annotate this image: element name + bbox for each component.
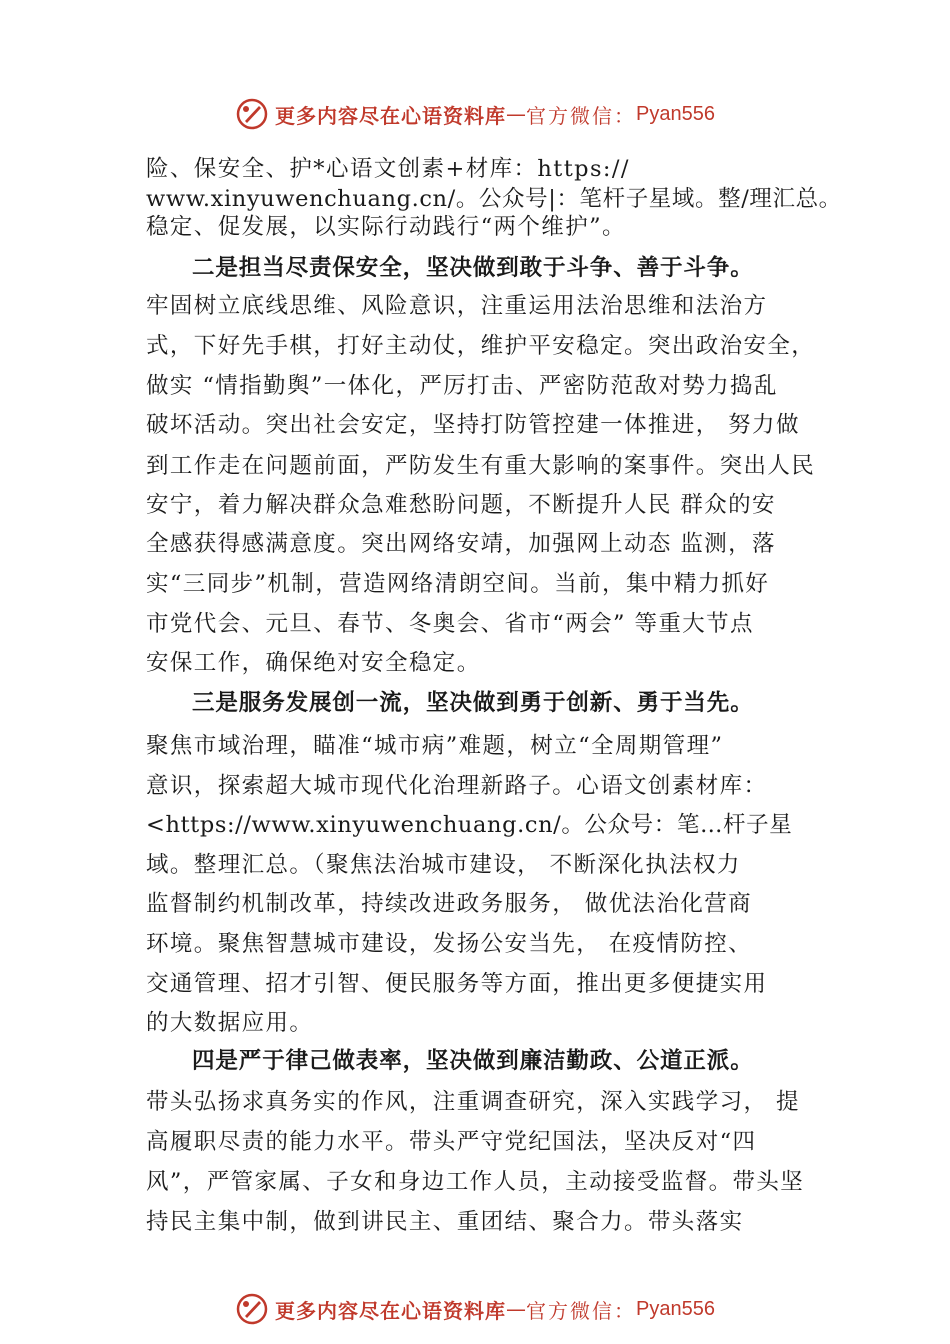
text-line: 域。整理汇总。（聚焦法治城市建设， 不断深化执法权力: [146, 852, 741, 878]
text-line: 全感获得感满意度。突出网络安靖，加强网上动态 监测，落: [146, 531, 776, 557]
text-line: 的大数据应用。: [146, 1010, 314, 1036]
banner-wechat-id: Pyan556: [636, 102, 715, 125]
text-line: www.xinyuwenchuang.cn/。公众号|：笔杆子星域。整/理汇总。: [146, 186, 842, 212]
text-line: 风”，严管家属、子女和身边工作人员，主动接受监督。带头坚: [146, 1169, 805, 1195]
brand-logo-icon: [235, 1292, 269, 1326]
text-line: 交通管理、招才引智、便民服务等方面，推出更多便捷实用: [146, 971, 768, 997]
text-line: 安宁，着力解决群众急难愁盼问题，不断提升人民 群众的安: [146, 492, 776, 518]
banner-separator: —: [506, 102, 527, 126]
text-line: 到工作走在问题前面，严防发生有重大影响的案事件。突出人民: [146, 453, 816, 479]
text-line: 牢固树立底线思维、风险意识，注重运用法治思维和法治方: [146, 293, 768, 319]
footer-watermark-banner: [0, 1289, 950, 1329]
text-line: 式，下好先手棋，打好主动仗，维护平安稳定。突出政治安全，: [146, 333, 816, 359]
text-line: 安保工作，确保绝对安全稳定。: [146, 650, 481, 676]
text-line: <https://www.xinyuwenchuang.cn/。公众号：笔…杆子星: [146, 812, 793, 838]
text-line: 市党代会、元旦、春节、冬奥会、省市“两会” 等重大节点: [146, 611, 754, 637]
banner-label: 官方微信：: [526, 103, 637, 128]
banner-label: 官方微信：: [526, 1298, 637, 1323]
section-heading: 三是服务发展创一流，坚决做到勇于创新、勇于当先。: [192, 690, 754, 716]
banner-title: 更多内容尽在心语资料库: [275, 1298, 507, 1323]
section-heading: 二是担当尽责保安全，坚决做到敢于斗争、善于斗争。: [192, 255, 754, 281]
section-heading: 四是严于律己做表率，坚决做到廉洁勤政、公道正派。: [192, 1048, 754, 1074]
text-line: 持民主集中制，做到讲民主、重团结、聚合力。带头落实: [146, 1209, 744, 1235]
banner-wechat-id: Pyan556: [636, 1297, 715, 1320]
text-line: 稳定、促发展，以实际行动践行“两个维护”。: [146, 214, 626, 240]
text-line: 实“三同步”机制，营造网络清朗空间。当前，集中精力抓好: [146, 571, 770, 597]
text-line: 破坏活动。突出社会安定，坚持打防管控建一体推进， 努力做: [146, 412, 800, 438]
text-line: 带头弘扬求真务实的作风，注重调查研究，深入实践学习， 提: [146, 1089, 800, 1115]
banner-title: 更多内容尽在心语资料库: [275, 103, 507, 128]
text-line: 高履职尽责的能力水平。带头严守党纪国法，坚决反对“四: [146, 1129, 757, 1155]
text-line: 险、保安全、护*心语文创素+材库：https://: [146, 156, 630, 182]
text-line: 做实 “情指勤舆”一体化，严厉打击、严密防范敌对势力捣乱: [146, 373, 778, 399]
brand-logo-icon: [235, 97, 269, 131]
header-watermark-banner: [0, 94, 950, 134]
text-line: 意识，探索超大城市现代化治理新路子。心语文创素材库：: [146, 773, 768, 799]
text-line: 聚焦市域治理，瞄准“城市病”难题，树立“全周期管理”: [146, 733, 724, 759]
banner-separator: —: [506, 1297, 527, 1321]
text-line: 环境。聚焦智慧城市建设，发扬公安当先， 在疫情防控、: [146, 931, 753, 957]
text-line: 监督制约机制改革，持续改进政务服务， 做优法治化营商: [146, 891, 753, 917]
